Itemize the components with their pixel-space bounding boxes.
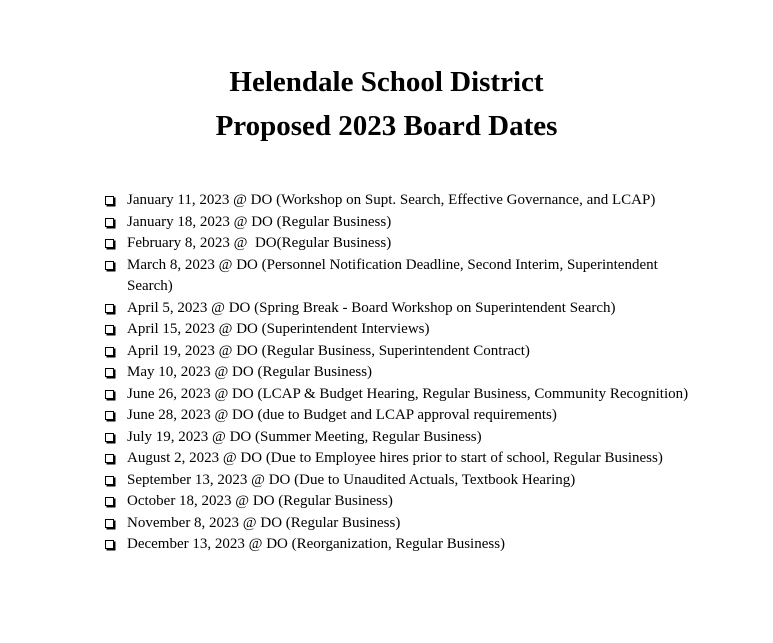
date-item <box>104 233 704 255</box>
date-item <box>104 319 704 341</box>
date-item <box>104 384 704 406</box>
date-item <box>104 513 704 535</box>
date-item-text: January 18, 2023 @ DO (Regular Business) <box>127 213 392 230</box>
date-item-text: January 11, 2023 @ DO (Workshop on Supt. Search, Effective Governance, and LCAP) <box>127 192 656 208</box>
date-item <box>104 448 704 470</box>
date-item-text: July 19, 2023 @ DO (Summer Meeting, Regular Business) <box>127 428 482 445</box>
checkbox-bullet-icon <box>105 454 114 463</box>
checkbox-bullet-icon <box>105 433 114 442</box>
date-item-text: April 5, 2023 @ DO (Spring Break - Board Workshop on Superintendent Search) <box>127 299 616 316</box>
document-title-line2: Proposed 2023 Board Dates <box>215 110 558 142</box>
checkbox-bullet-icon <box>105 196 114 205</box>
date-item <box>104 190 704 212</box>
date-item-text: June 28, 2023 @ DO (due to Budget and LCAP approval requirements) <box>127 407 557 423</box>
checkbox-bullet-icon <box>105 411 114 420</box>
checkbox-bullet-icon <box>105 390 114 399</box>
date-item <box>104 255 704 298</box>
board-dates-list <box>104 190 704 556</box>
date-item-text: September 13, 2023 @ DO (Due to Unaudited Actuals, Textbook Hearing) <box>127 471 576 488</box>
date-item-text: May 10, 2023 @ DO (Regular Business) <box>127 364 373 380</box>
date-item <box>104 362 704 384</box>
date-item <box>104 427 704 449</box>
date-item-text: April 19, 2023 @ DO (Regular Business, Superintendent Contract) <box>127 342 530 359</box>
date-item-text: October 18, 2023 @ DO (Regular Business) <box>127 493 393 509</box>
date-item-text: November 8, 2023 @ DO (Regular Business) <box>127 514 401 531</box>
checkbox-bullet-icon <box>105 239 114 248</box>
checkbox-bullet-icon <box>105 476 114 485</box>
date-item-text: August 2, 2023 @ DO (Due to Employee hires prior to start of school, Regular Business) <box>127 450 663 466</box>
date-item <box>104 212 704 234</box>
checkbox-bullet-icon <box>105 261 114 270</box>
date-item <box>104 298 704 320</box>
checkbox-bullet-icon <box>105 325 114 334</box>
checkbox-bullet-icon <box>105 497 114 506</box>
date-item-text: March 8, 2023 @ DO (Personnel Notification Deadline, Second Interim, Superintendent Search) <box>127 256 658 294</box>
date-item-text: December 13, 2023 @ DO (Reorganization, Regular Business) <box>127 536 506 552</box>
date-item <box>104 470 704 492</box>
date-item <box>104 405 704 427</box>
checkbox-bullet-icon <box>105 218 114 227</box>
date-item-text: April 15, 2023 @ DO (Superintendent Interviews) <box>127 321 430 337</box>
document-title-line1: Helendale School District <box>229 66 544 98</box>
checkbox-bullet-icon <box>105 347 114 356</box>
date-item <box>104 341 704 363</box>
checkbox-bullet-icon <box>105 368 114 377</box>
date-item-text: February 8, 2023 @ DO(Regular Business) <box>127 235 392 251</box>
checkbox-bullet-icon <box>105 540 114 549</box>
date-item <box>104 491 704 513</box>
checkbox-bullet-icon <box>105 304 114 313</box>
checkbox-bullet-icon <box>105 519 114 528</box>
date-item-text: June 26, 2023 @ DO (LCAP & Budget Hearing, Regular Business, Community Recognition) <box>127 385 689 402</box>
date-item <box>104 534 704 556</box>
